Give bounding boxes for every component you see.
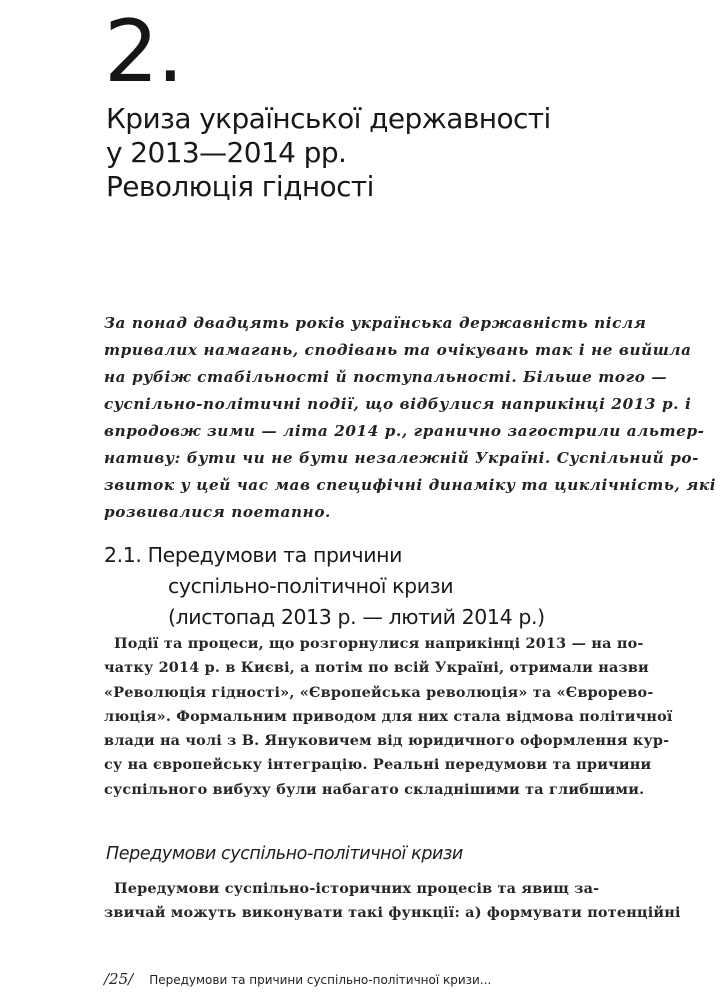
running-head: Передумови та причини суспільно-політичної кризи... — [149, 973, 492, 987]
chapter-title — [106, 102, 666, 204]
paragraph-line: Події та процеси, що розгорнулися наприкінці 2013 — на по- — [114, 635, 644, 652]
chapter-title-line: Революція гідності — [106, 170, 374, 203]
intro-line: впродовж зими — літа 2014 р., гранично загострили альтер- — [104, 422, 705, 440]
intro-line: звиток у цей час мав специфічні динаміку та циклічність, які — [104, 476, 717, 494]
paragraph-line: влади на чолі з В. Януковичем від юридичного оформлення кур- — [104, 732, 670, 750]
paragraph-line: звичай можуть виконувати такі функції: а) формувати потенційні — [104, 904, 681, 922]
chapter-number: 2. — [104, 2, 183, 102]
page-number: /25/ — [104, 970, 134, 988]
intro-line: За понад двадцять років українська державність після — [104, 314, 647, 332]
chapter-title-line: у 2013—2014 рр. — [106, 136, 347, 169]
intro-line: тривалих намагань, сподівань та очікувань так і не вийшла — [104, 341, 692, 359]
paragraph-line: «Революція гідності», «Європейська революція» та «Євроревo- — [104, 683, 654, 701]
paragraph-line: Передумови суспільно-історичних процесів та явищ за- — [114, 880, 600, 897]
section-heading-line: (листопад 2013 р. — лютий 2014 р.) — [168, 605, 545, 629]
paragraph-line: люція». Формальним приводом для них стала відмова політичної — [104, 707, 673, 725]
intro-line: розвивалися поетапно. — [104, 503, 331, 521]
chapter-intro — [104, 310, 717, 526]
intro-line: нативу: бути чи не бути незалежній Україні. Суспільний ро- — [104, 449, 700, 467]
subsection-heading: Передумови суспільно-політичної кризи — [106, 844, 463, 864]
page-footer — [104, 970, 624, 989]
intro-line: суспільно-політичні події, що відбулися наприкінці 2013 р. і — [104, 395, 692, 413]
section-heading — [104, 540, 664, 633]
section-heading-line: суспільно-політичної кризи — [168, 574, 454, 598]
chapter-title-line: Криза української державності — [106, 102, 551, 135]
subsection-paragraph — [104, 877, 681, 926]
paragraph-line: суспільного вибуху були набагато складнішими та глибшими. — [104, 780, 645, 798]
paragraph-line: су на європейську інтеграцію. Реальні передумови та причини — [104, 756, 652, 774]
intro-line: на рубіж стабільності й поступальності. Більше того — — [104, 368, 668, 386]
section-heading-line: 2.1. Передумови та причини — [104, 543, 403, 567]
paragraph-line: чатку 2014 р. в Києві, а потім по всій Україні, отримали назви — [104, 659, 649, 677]
section-paragraph — [104, 632, 673, 802]
